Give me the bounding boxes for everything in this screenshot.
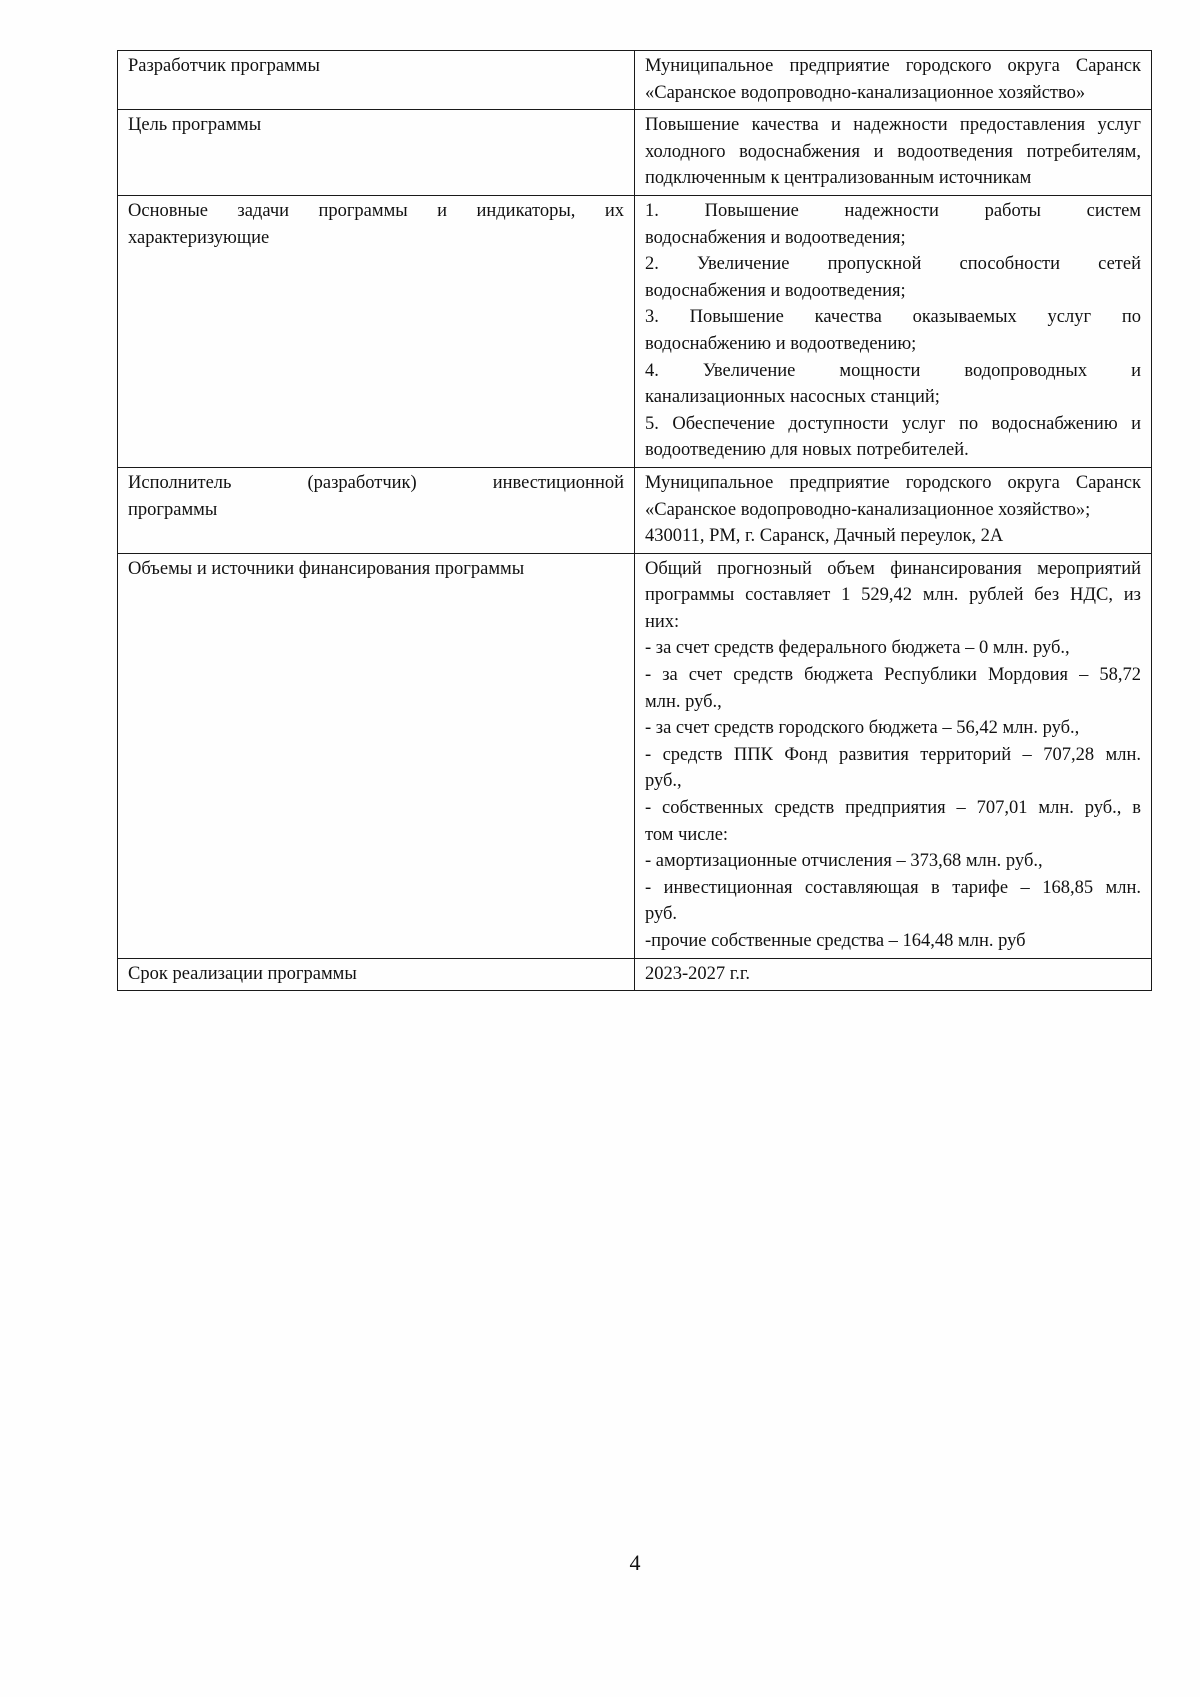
row-value: [635, 195, 1152, 467]
table-row: [118, 467, 1152, 553]
program-passport-table: [117, 50, 1152, 991]
value-line: Муниципальное предприятие городского округа Саранск: [645, 56, 1141, 76]
value-line: 1. Повышение надежности работы систем: [645, 200, 1141, 221]
row-value: [635, 51, 1152, 110]
value-line: них:: [645, 611, 680, 632]
table-row: [118, 51, 1152, 110]
table-row: [118, 195, 1152, 467]
row-label: [118, 958, 635, 991]
value-line: канализационных насосных станций;: [645, 387, 940, 408]
value-line: 2. Увеличение пропускной способности сетей: [645, 254, 1141, 275]
value-line: руб.: [645, 904, 678, 925]
row-label-text: Цель программы: [128, 115, 262, 136]
value-line: - за счет средств федерального бюджета – 0 млн. руб.,: [645, 638, 1070, 659]
value-line: - собственных средств предприятия – 707,01 млн. руб., в: [645, 798, 1141, 819]
row-label-text: Срок реализации программы: [128, 963, 357, 984]
value-line: 3. Повышение качества оказываемых услуг по: [645, 307, 1141, 328]
row-label: [118, 110, 635, 196]
table-row: [118, 958, 1152, 991]
value-line: 5. Обеспечение доступности услуг по водоснабжению и: [645, 413, 1141, 434]
value-line: - амортизационные отчисления – 373,68 млн. руб.,: [645, 851, 1043, 872]
row-label-line: программы: [128, 499, 218, 520]
value-line: - инвестиционная составляющая в тарифе – 168,85 млн.: [645, 877, 1141, 898]
value-line: водоотведению для новых потребителей.: [645, 440, 969, 461]
value-line: подключенным к централизованным источникам: [645, 168, 1032, 189]
row-label-line: характеризующие: [128, 227, 270, 248]
table-row: [118, 553, 1152, 958]
row-label: [118, 51, 635, 110]
value-line: холодного водоснабжения и водоотведения потребителям,: [645, 141, 1141, 162]
row-label-line: Исполнитель (разработчик) инвестиционной: [128, 472, 624, 493]
value-line: программы составляет 1 529,42 млн. рублей без НДС, из: [645, 585, 1141, 606]
row-label: [118, 195, 635, 467]
value-line: Общий прогнозный объем финансирования мероприятий: [645, 558, 1141, 579]
value-line: - за счет средств городского бюджета – 56,42 млн. руб.,: [645, 718, 1080, 739]
value-line: млн. руб.,: [645, 691, 722, 712]
row-label: [118, 553, 635, 958]
value-line: 430011, РМ, г. Саранск, Дачный переулок, 2А: [645, 526, 1004, 547]
row-label-text: Объемы и источники финансирования программы: [128, 558, 525, 579]
value-line: 4. Увеличение мощности водопроводных и: [645, 360, 1141, 381]
value-line: «Саранское водопроводно-канализационное хозяйство»;: [645, 499, 1091, 520]
value-line: 2023-2027 г.г.: [645, 963, 751, 984]
row-value: [635, 553, 1152, 958]
value-line: руб.,: [645, 771, 682, 792]
row-value: [635, 110, 1152, 196]
value-line: водоснабжения и водоотведения;: [645, 227, 906, 248]
row-value: [635, 467, 1152, 553]
value-line: - средств ППК Фонд развития территорий – 707,28 млн.: [645, 744, 1141, 765]
row-value: [635, 958, 1152, 991]
row-label: [118, 467, 635, 553]
page-number: 4: [629, 1550, 641, 1575]
value-line: Муниципальное предприятие городского округа Саранск: [645, 472, 1141, 493]
value-line: -прочие собственные средства – 164,48 млн. руб: [645, 931, 1026, 951]
value-line: «Саранское водопроводно-канализационное хозяйство»: [645, 82, 1086, 103]
value-line: том числе:: [645, 824, 729, 845]
value-line: - за счет средств бюджета Республики Мордовия – 58,72: [645, 665, 1141, 686]
value-line: водоснабжению и водоотведению;: [645, 333, 917, 354]
table-row: [118, 110, 1152, 196]
value-line: Повышение качества и надежности предоставления услуг: [645, 115, 1141, 136]
row-label-text: Разработчик программы: [128, 56, 320, 76]
value-line: водоснабжения и водоотведения;: [645, 280, 906, 301]
row-label-line: Основные задачи программы и индикаторы, их: [128, 200, 624, 221]
